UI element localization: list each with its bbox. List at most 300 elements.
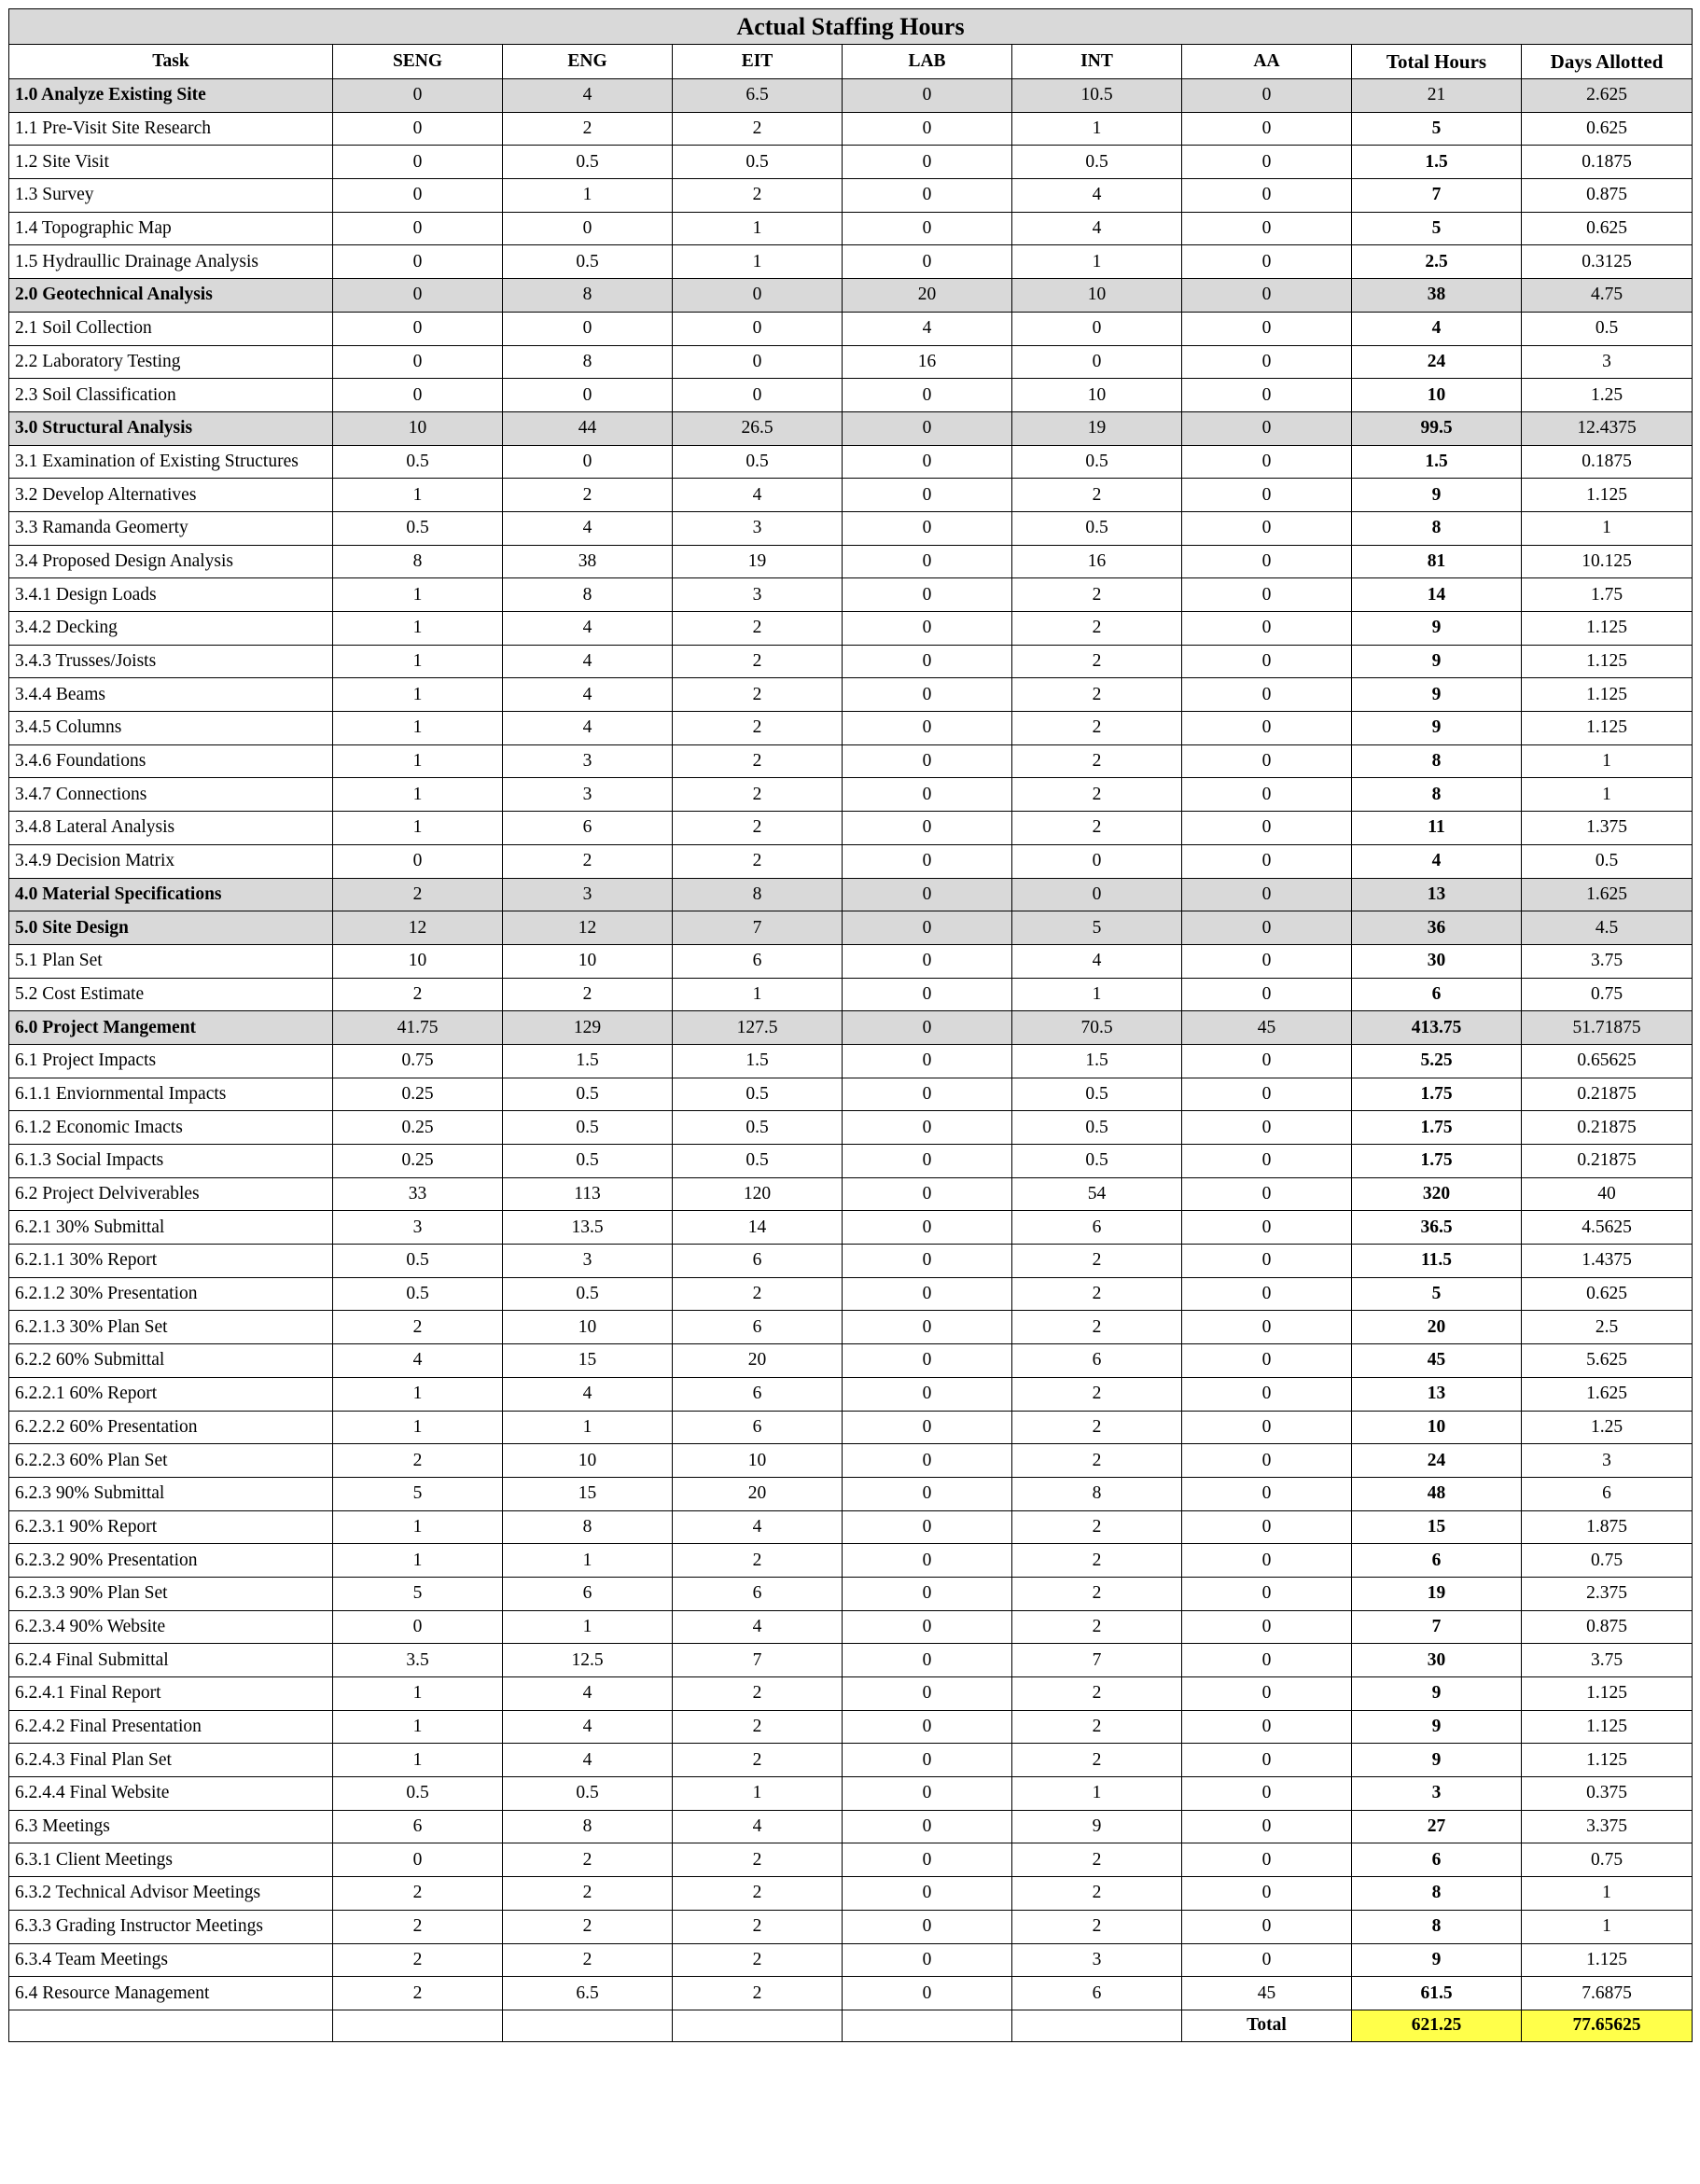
hours-cell: 0 [843,1145,1012,1178]
table-title: Actual Staffing Hours [9,9,1693,45]
task-name-cell: 6.2.3.2 90% Presentation [9,1544,333,1578]
task-name-cell: 6.2.2 60% Submittal [9,1344,333,1378]
hours-cell: 0 [1182,1510,1352,1544]
hours-cell: 0 [843,1510,1012,1544]
hours-cell: 1 [673,245,843,279]
days-allotted-cell: 1 [1522,1877,1693,1911]
task-row [9,612,1693,646]
days-allotted-cell: 5.625 [1522,1344,1693,1378]
hours-cell: 0 [333,1610,503,1644]
hours-cell: 0 [1182,1145,1352,1178]
task-name-cell: 3.4.1 Design Loads [9,578,333,612]
hours-cell: 1 [333,812,503,845]
hours-cell: 0 [1182,1344,1352,1378]
hours-cell: 120 [673,1177,843,1211]
hours-cell: 2 [673,812,843,845]
total-hours-cell: 5.25 [1352,1044,1522,1078]
hours-cell: 0 [1182,1477,1352,1510]
task-row [9,1111,1693,1145]
hours-cell: 0 [1182,279,1352,313]
days-allotted-cell: 1 [1522,744,1693,778]
hours-cell: 0.5 [673,445,843,479]
total-hours-cell: 1.75 [1352,1078,1522,1111]
hours-cell: 0 [1182,1377,1352,1411]
hours-cell: 1 [503,179,673,213]
days-allotted-cell: 10.125 [1522,545,1693,578]
hours-cell: 0 [843,1610,1012,1644]
hours-cell: 16 [843,345,1012,379]
hours-cell: 2 [1012,1843,1182,1877]
task-row [9,1843,1693,1877]
task-row [9,1177,1693,1211]
hours-cell: 0 [1182,1411,1352,1444]
hours-cell: 2 [1012,612,1182,646]
hours-cell: 0 [843,578,1012,612]
task-name-cell: 1.4 Topographic Map [9,212,333,245]
hours-cell: 2 [1012,645,1182,678]
hours-cell: 1 [333,1544,503,1578]
hours-cell: 5 [333,1577,503,1610]
hours-cell: 1 [1012,1777,1182,1811]
hours-cell: 0 [843,911,1012,945]
hours-cell: 0 [1182,1744,1352,1777]
days-allotted-cell: 4.5 [1522,911,1693,945]
task-name-cell: 2.3 Soil Classification [9,379,333,412]
task-row [9,1644,1693,1677]
hours-cell: 2 [673,1277,843,1311]
days-allotted-cell: 0.75 [1522,1843,1693,1877]
hours-cell: 0 [843,712,1012,745]
task-row [9,1145,1693,1178]
hours-cell: 0 [503,212,673,245]
hours-cell: 4 [503,511,673,545]
task-name-cell: 1.0 Analyze Existing Site [9,79,333,113]
hours-cell: 0 [843,445,1012,479]
hours-cell: 1 [333,1744,503,1777]
hours-cell: 4 [673,1610,843,1644]
total-hours-cell: 14 [1352,578,1522,612]
task-row [9,978,1693,1011]
hours-cell: 3 [673,511,843,545]
hours-cell: 1 [333,1411,503,1444]
task-row [9,1744,1693,1777]
task-name-cell: 6.2.4.2 Final Presentation [9,1710,333,1744]
hours-cell: 4 [673,1510,843,1544]
hours-cell: 0 [1182,744,1352,778]
total-hours-cell: 1.75 [1352,1111,1522,1145]
hours-cell: 2 [1012,1710,1182,1744]
days-allotted-cell: 1 [1522,778,1693,812]
column-header: Task [9,45,333,79]
hours-cell: 2 [673,844,843,878]
days-allotted-cell: 1.125 [1522,479,1693,512]
hours-cell: 1 [503,1411,673,1444]
hours-cell: 0 [843,1277,1012,1311]
task-name-cell: 6.1.2 Economic Imacts [9,1111,333,1145]
total-hours-cell: 30 [1352,1644,1522,1677]
hours-cell: 0 [1182,712,1352,745]
hours-cell: 8 [503,1810,673,1843]
hours-cell: 2 [673,678,843,712]
hours-cell: 6 [673,1411,843,1444]
hours-cell: 0 [1182,1245,1352,1278]
hours-cell: 0.5 [503,1777,673,1811]
task-row [9,1544,1693,1578]
task-row [9,545,1693,578]
total-hours-cell: 8 [1352,778,1522,812]
total-hours-cell: 7 [1352,179,1522,213]
hours-cell: 0 [1012,345,1182,379]
hours-cell: 2 [503,479,673,512]
days-allotted-cell: 0.21875 [1522,1111,1693,1145]
task-row [9,1444,1693,1478]
section-row [9,1011,1693,1045]
hours-cell: 2 [673,179,843,213]
task-name-cell: 6.1.3 Social Impacts [9,1145,333,1178]
hours-cell: 0 [843,1311,1012,1344]
total-hours-cell: 9 [1352,1943,1522,1977]
hours-cell: 0.5 [503,146,673,179]
hours-cell: 0 [503,379,673,412]
section-row [9,411,1693,445]
hours-cell: 1 [333,1377,503,1411]
task-row [9,1710,1693,1744]
task-name-cell: 3.4.5 Columns [9,712,333,745]
task-name-cell: 6.2 Project Delviverables [9,1177,333,1211]
hours-cell: 0 [1182,545,1352,578]
hours-cell: 10.5 [1012,79,1182,113]
hours-cell: 10 [1012,379,1182,412]
hours-cell: 70.5 [1012,1011,1182,1045]
hours-cell: 1 [333,678,503,712]
hours-cell: 1 [333,1677,503,1711]
hours-cell: 0.5 [503,245,673,279]
hours-cell: 3.5 [333,1644,503,1677]
task-row [9,1677,1693,1711]
days-allotted-cell: 0.375 [1522,1777,1693,1811]
hours-cell: 4 [503,645,673,678]
hours-cell: 5 [1012,911,1182,945]
total-hours-cell: 8 [1352,744,1522,778]
hours-cell: 0 [1182,1644,1352,1677]
days-allotted-cell: 0.1875 [1522,146,1693,179]
hours-cell: 0 [1182,345,1352,379]
hours-cell: 4 [1012,944,1182,978]
task-name-cell: 6.2.4.3 Final Plan Set [9,1744,333,1777]
hours-cell: 0 [333,312,503,345]
hours-cell: 6 [673,944,843,978]
hours-cell: 0 [843,1111,1012,1145]
hours-cell: 0 [1182,878,1352,911]
hours-cell: 2 [1012,1311,1182,1344]
hours-cell: 3 [1012,1943,1182,1977]
days-allotted-cell: 1.25 [1522,1411,1693,1444]
hours-cell: 4 [843,312,1012,345]
hours-cell: 2 [333,1910,503,1943]
hours-cell: 2 [1012,479,1182,512]
hours-cell: 0.75 [333,1044,503,1078]
task-name-cell: 6.2.4.4 Final Website [9,1777,333,1811]
hours-cell: 6.5 [673,79,843,113]
hours-cell: 2 [673,645,843,678]
totals-empty-cell [673,2010,843,2041]
hours-cell: 1 [503,1610,673,1644]
total-hours-cell: 19 [1352,1577,1522,1610]
task-name-cell: 3.4.7 Connections [9,778,333,812]
task-row [9,1044,1693,1078]
hours-cell: 1 [1012,245,1182,279]
hours-cell: 129 [503,1011,673,1045]
total-hours-cell: 2.5 [1352,245,1522,279]
hours-cell: 6 [673,1577,843,1610]
column-header: Total Hours [1352,45,1522,79]
hours-cell: 2 [1012,1744,1182,1777]
hours-cell: 0 [843,778,1012,812]
total-hours-cell: 21 [1352,79,1522,113]
task-row [9,812,1693,845]
task-row [9,1810,1693,1843]
hours-cell: 0 [1182,1078,1352,1111]
hours-cell: 1 [333,479,503,512]
total-hours-cell: 38 [1352,279,1522,313]
hours-cell: 0 [843,1644,1012,1677]
hours-cell: 0 [1182,1877,1352,1911]
total-hours-cell: 9 [1352,712,1522,745]
hours-cell: 0 [1182,1044,1352,1078]
hours-cell: 12 [333,911,503,945]
hours-cell: 0 [1012,312,1182,345]
hours-cell: 0.5 [503,1111,673,1145]
totals-empty-cell [503,2010,673,2041]
hours-cell: 2 [673,612,843,646]
total-hours-cell: 30 [1352,944,1522,978]
hours-cell: 0.5 [1012,1145,1182,1178]
hours-cell: 0 [333,379,503,412]
staffing-hours-table [8,8,1693,2042]
days-allotted-cell: 3 [1522,345,1693,379]
hours-cell: 0 [1182,678,1352,712]
hours-cell: 0 [333,179,503,213]
totals-empty-cell [1012,2010,1182,2041]
hours-cell: 0 [843,645,1012,678]
hours-cell: 8 [503,279,673,313]
hours-cell: 2 [673,1544,843,1578]
hours-cell: 8 [503,1510,673,1544]
days-allotted-cell: 0.1875 [1522,445,1693,479]
hours-cell: 0 [843,1377,1012,1411]
days-allotted-cell: 1.125 [1522,1744,1693,1777]
task-row [9,844,1693,878]
hours-cell: 4 [503,79,673,113]
hours-cell: 2 [673,1677,843,1711]
hours-cell: 0 [1182,1777,1352,1811]
hours-cell: 2 [503,844,673,878]
hours-cell: 0 [843,1245,1012,1278]
task-row [9,778,1693,812]
hours-cell: 0.5 [333,1245,503,1278]
hours-cell: 4 [673,479,843,512]
days-allotted-cell: 1.125 [1522,612,1693,646]
task-name-cell: 3.3 Ramanda Geomerty [9,511,333,545]
hours-cell: 0 [843,379,1012,412]
days-allotted-cell: 0.75 [1522,978,1693,1011]
hours-cell: 0 [1182,1311,1352,1344]
task-name-cell: 6.2.2.3 60% Plan Set [9,1444,333,1478]
hours-cell: 0.25 [333,1078,503,1111]
hours-cell: 0.5 [673,1078,843,1111]
hours-cell: 10 [503,1311,673,1344]
hours-cell: 0 [1182,112,1352,146]
task-row [9,179,1693,213]
hours-cell: 0.5 [1012,445,1182,479]
total-hours-cell: 6 [1352,1843,1522,1877]
days-allotted-cell: 1.625 [1522,1377,1693,1411]
hours-cell: 0 [843,1843,1012,1877]
hours-cell: 4 [503,612,673,646]
column-header: EIT [673,45,843,79]
hours-cell: 0.25 [333,1145,503,1178]
task-name-cell: 6.0 Project Mangement [9,1011,333,1045]
total-hours-cell: 1.5 [1352,146,1522,179]
hours-cell: 6.5 [503,1977,673,2010]
hours-cell: 0 [1182,612,1352,646]
hours-cell: 0 [1182,411,1352,445]
hours-cell: 2 [1012,1377,1182,1411]
task-name-cell: 3.1 Examination of Existing Structures [9,445,333,479]
hours-cell: 2 [1012,712,1182,745]
hours-cell: 14 [673,1211,843,1245]
days-allotted-cell: 0.3125 [1522,245,1693,279]
days-allotted-cell: 3.75 [1522,944,1693,978]
hours-cell: 33 [333,1177,503,1211]
hours-cell: 45 [1182,1977,1352,2010]
hours-cell: 0 [843,1177,1012,1211]
hours-cell: 1 [333,712,503,745]
days-allotted-cell: 7.6875 [1522,1977,1693,2010]
hours-cell: 0 [333,279,503,313]
hours-cell: 0 [333,1843,503,1877]
hours-cell: 0.5 [503,1277,673,1311]
hours-cell: 12 [503,911,673,945]
hours-cell: 2 [673,1977,843,2010]
section-row [9,878,1693,911]
total-hours-cell: 320 [1352,1177,1522,1211]
hours-cell: 1 [673,978,843,1011]
hours-cell: 2 [673,744,843,778]
days-allotted-cell: 1.625 [1522,878,1693,911]
task-row [9,1777,1693,1811]
hours-cell: 2 [333,1311,503,1344]
hours-cell: 2 [333,1977,503,2010]
hours-cell: 10 [503,1444,673,1478]
hours-cell: 0 [843,479,1012,512]
total-hours-cell: 5 [1352,212,1522,245]
hours-cell: 0 [843,146,1012,179]
total-hours-cell: 8 [1352,1877,1522,1911]
hours-cell: 0 [843,1777,1012,1811]
total-hours-cell: 9 [1352,479,1522,512]
days-allotted-cell: 0.21875 [1522,1078,1693,1111]
total-hours-cell: 36 [1352,911,1522,945]
hours-cell: 0 [333,245,503,279]
total-hours-cell: 61.5 [1352,1977,1522,2010]
task-name-cell: 6.1 Project Impacts [9,1044,333,1078]
hours-cell: 20 [673,1344,843,1378]
hours-cell: 4 [1012,179,1182,213]
total-hours-cell: 6 [1352,978,1522,1011]
hours-cell: 41.75 [333,1011,503,1045]
hours-cell: 0 [843,245,1012,279]
hours-cell: 2 [673,1877,843,1911]
hours-cell: 0 [333,345,503,379]
totals-empty-cell [843,2010,1012,2041]
total-hours-cell: 3 [1352,1777,1522,1811]
hours-cell: 0 [1182,844,1352,878]
hours-cell: 0 [843,744,1012,778]
hours-cell: 0.5 [673,1145,843,1178]
task-name-cell: 6.2.1.1 30% Report [9,1245,333,1278]
task-row [9,379,1693,412]
task-row [9,1311,1693,1344]
hours-cell: 0 [843,1477,1012,1510]
days-allotted-cell: 1.75 [1522,578,1693,612]
hours-cell: 2 [1012,1877,1182,1911]
hours-cell: 1 [333,612,503,646]
days-allotted-cell: 51.71875 [1522,1011,1693,1045]
hours-cell: 1 [333,778,503,812]
hours-cell: 0 [673,379,843,412]
hours-cell: 0 [843,1344,1012,1378]
hours-cell: 0 [1182,645,1352,678]
hours-cell: 0 [843,179,1012,213]
total-hours-cell: 48 [1352,1477,1522,1510]
hours-cell: 2 [1012,812,1182,845]
hours-cell: 3 [333,1211,503,1245]
total-hours-cell: 20 [1352,1311,1522,1344]
hours-cell: 6 [1012,1977,1182,2010]
hours-cell: 0 [1182,1111,1352,1145]
hours-cell: 2 [333,1877,503,1911]
hours-cell: 0 [843,612,1012,646]
hours-cell: 1.5 [503,1044,673,1078]
task-row [9,1211,1693,1245]
task-row [9,1510,1693,1544]
days-allotted-cell: 3 [1522,1444,1693,1478]
task-name-cell: 6.3.2 Technical Advisor Meetings [9,1877,333,1911]
hours-cell: 0.5 [333,1777,503,1811]
totals-label: Total [1182,2010,1352,2041]
column-header: AA [1182,45,1352,79]
hours-cell: 2 [1012,1610,1182,1644]
section-row [9,911,1693,945]
total-hours-cell: 24 [1352,345,1522,379]
hours-cell: 2 [503,1877,673,1911]
hours-cell: 0 [843,1078,1012,1111]
total-hours-cell: 36.5 [1352,1211,1522,1245]
hours-cell: 7 [673,1644,843,1677]
column-header: SENG [333,45,503,79]
days-allotted-cell: 40 [1522,1177,1693,1211]
days-allotted-cell: 4.5625 [1522,1211,1693,1245]
task-name-cell: 3.4.9 Decision Matrix [9,844,333,878]
days-allotted-cell: 1.25 [1522,379,1693,412]
hours-cell: 0 [1182,479,1352,512]
days-allotted-cell: 1.375 [1522,812,1693,845]
hours-cell: 0 [1182,1710,1352,1744]
hours-cell: 0 [843,1544,1012,1578]
hours-cell: 127.5 [673,1011,843,1045]
total-hours-cell: 9 [1352,612,1522,646]
